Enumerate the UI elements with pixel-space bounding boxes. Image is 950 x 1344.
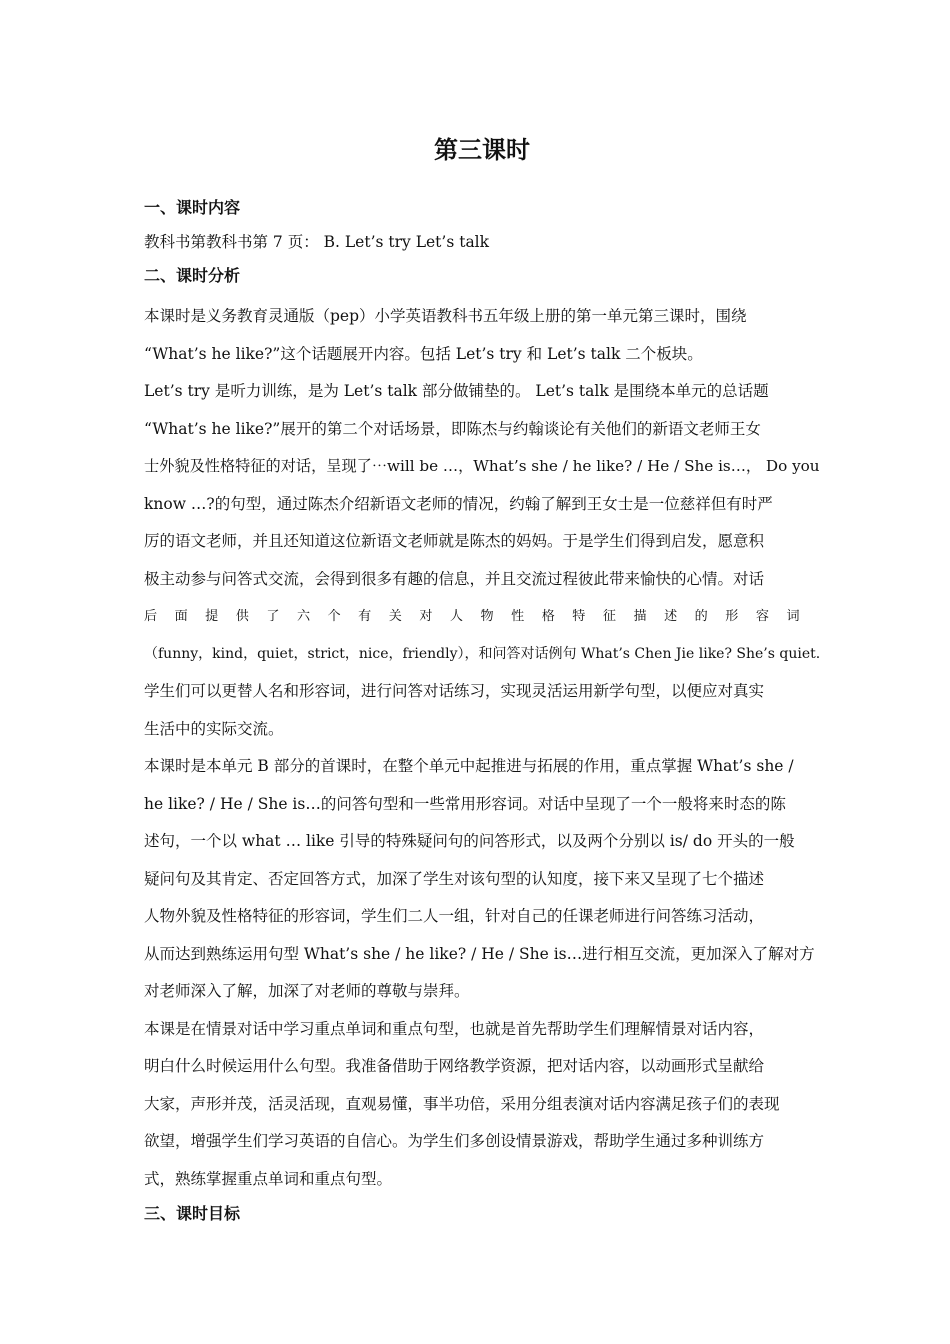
- paragraph-line: 生活中的实际交流。: [144, 719, 284, 738]
- paragraph-line: 欲望，增强学生们学习英语的自信心。为学生们多创设情景游戏，帮助学生通过多种训练方: [144, 1132, 765, 1150]
- paragraph-line: 疑问句及其肯定、否定回答方式，加深了学生对该句型的认知度，接下来又呈现了七个描述: [144, 869, 765, 888]
- paragraph-line: 明白什么时候运用什么句型。我准备借助于网络教学资源，把对话内容，以动画形式呈献给: [144, 1057, 765, 1075]
- analysis-paragraph-3: [144, 748, 820, 1011]
- section-heading-analysis: 二、课时分析: [144, 266, 241, 285]
- paragraph-line: 从而达到熟练运用句型 What’s she / he like? / He / She is…进行相互交流，更加深入了解对方: [144, 944, 815, 963]
- paragraph-line: 厉的语文老师，并且还知道这位新语文老师就是陈杰的妈妈。于是学生们得到启发，愿意积: [144, 532, 765, 550]
- paragraph-line: “What’s he like?”展开的第二个对话场景，即陈杰与约翰谈论有关他们的新语文老师王女: [144, 419, 761, 438]
- paragraph-line: 本课是在情景对话中学习重点单词和重点句型，也就是首先帮助学生们理解情景对话内容，: [144, 1019, 765, 1038]
- paragraph-line-spread: 后面提供了六个有关对人物性格特征描述的形容词: [144, 609, 818, 624]
- analysis-paragraph-4: [144, 1011, 820, 1199]
- paragraph-line: know …?的句型，通过陈杰介绍新语文老师的情况，约翰了解到王女士是一位慈祥但有时严: [144, 494, 773, 513]
- section-heading-content: 一、课时内容: [144, 198, 241, 217]
- paragraph-line: 式，熟练掌握重点单词和重点句型。: [144, 1169, 393, 1188]
- document-page: [144, 132, 820, 1236]
- paragraph-line: 大家，声形并茂，活灵活现，直观易懂，事半功倍，采用分组表演对话内容满足孩子们的表现: [144, 1094, 780, 1113]
- paragraph-line: 人物外貌及性格特征的形容词，学生们二人一组，针对自己的任课老师进行问答练习活动，: [144, 907, 765, 925]
- section-heading-objectives: 三、课时目标: [144, 1204, 241, 1223]
- paragraph-line: 士外貌及性格特征的对话，呈现了⋯will be …，What’s she / he like? / He / She is…， Do you: [144, 457, 820, 475]
- section-content-text: 教科书第教科书第 7 页： B. Let’s try Let’s talk: [144, 233, 490, 251]
- paragraph-line: 本课时是本单元 B 部分的首课时，在整个单元中起推进与拓展的作用，重点掌握 What’s she /: [144, 757, 794, 775]
- paragraph-line: 述句，一个以 what … like 引导的特殊疑问句的问答形式，以及两个分别以 is/ do 开头的一般: [144, 832, 795, 850]
- paragraph-line: “What’s he like?”这个话题展开内容。包括 Let’s try 和 Let’s talk 二个板块。: [144, 344, 703, 363]
- paragraph-line: 对老师深入了解，加深了对老师的尊敬与崇拜。: [144, 982, 470, 1000]
- paragraph-line: 极主动参与问答式交流，会得到很多有趣的信息，并且交流过程彼此带来愉快的心情。对话: [144, 569, 765, 588]
- paragraph-line: Let’s try 是听力训练，是为 Let’s talk 部分做铺垫的。 Let’s talk 是围绕本单元的总话题: [144, 382, 769, 400]
- paragraph-line: （funny，kind，quiet，strict，nice，friendly），和问答对话例句 What’s Chen Jie like? She’s quiet.: [144, 645, 821, 662]
- paragraph-line: he like? / He / She is…的问答句型和一些常用形容词。对话中呈现了一个一般将来时态的陈: [144, 794, 786, 813]
- analysis-paragraph-2: [144, 373, 820, 748]
- paragraph-line: 本课时是义务教育灵通版（pep）小学英语教科书五年级上册的第一单元第三课时，围绕: [144, 307, 747, 325]
- page-title: 第三课时: [434, 135, 530, 164]
- analysis-paragraph-1: [144, 298, 820, 373]
- paragraph-line: 学生们可以更替人名和形容词，进行问答对话练习，实现灵活运用新学句型，以便应对真实: [144, 682, 765, 700]
